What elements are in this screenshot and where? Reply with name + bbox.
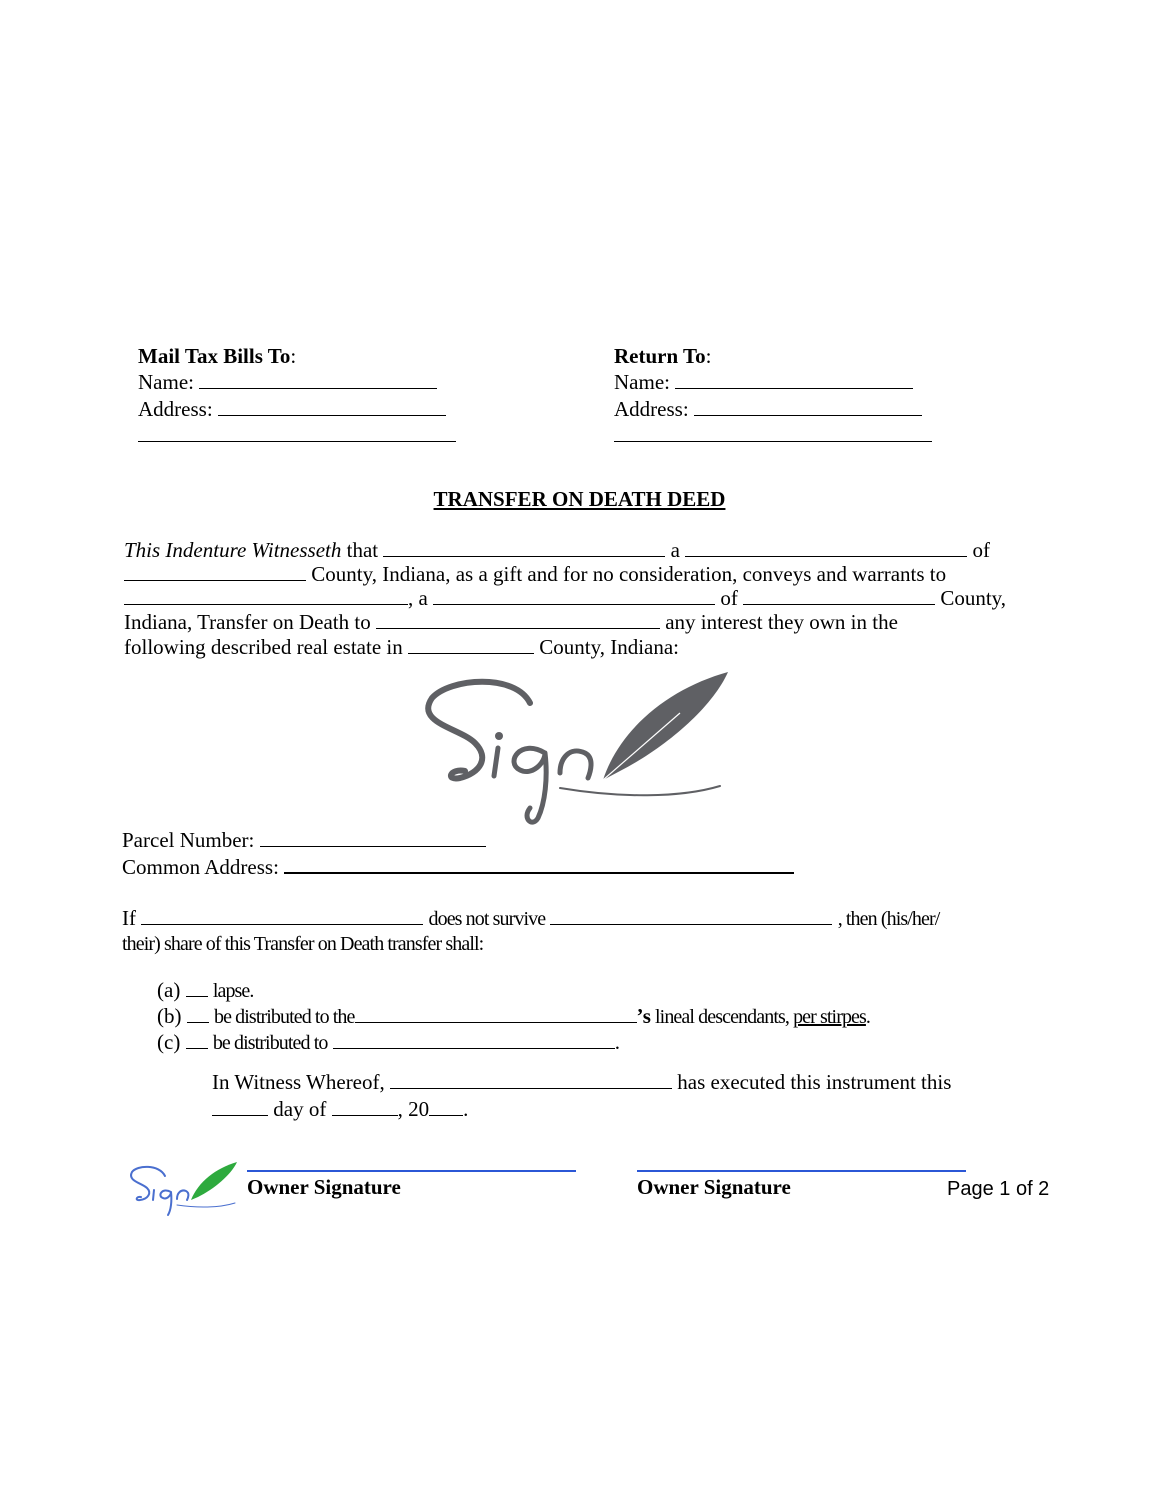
return-to-name-row [614, 370, 913, 394]
option-b-name-field[interactable] [355, 1004, 637, 1023]
survive-does-not: does not survive [428, 908, 546, 930]
survive-line-2: their) share of this Transfer on Death transfer shall: [122, 933, 484, 955]
witness-owner-field[interactable] [390, 1070, 672, 1089]
mail-tax-address-field-2[interactable] [138, 423, 456, 442]
mail-tax-address-field[interactable] [218, 397, 446, 416]
option-c [157, 1030, 620, 1055]
witness-year: , 20 [397, 1097, 430, 1121]
para-real-estate: following described real estate in [124, 635, 403, 659]
mail-tax-name-label: Name: [138, 370, 194, 394]
mail-tax-address-label: Address: [138, 397, 213, 421]
option-b-descendants: lineal descendants, [650, 1006, 794, 1028]
option-c-text: be distributed to [212, 1032, 328, 1054]
option-c-label: (c) [157, 1030, 181, 1054]
para-line-5 [124, 635, 679, 659]
para-interest: any interest they own in the [665, 610, 898, 634]
beneficiary-field[interactable] [376, 610, 660, 629]
option-b-apostrophe: ’s [636, 1004, 651, 1028]
para-county-indiana: County, Indiana: [539, 635, 680, 659]
owner-signature-line-2[interactable] [637, 1170, 966, 1172]
grantor-status-field[interactable] [685, 538, 967, 557]
sign-logo [420, 668, 740, 833]
parcel-row [122, 828, 486, 852]
witness-line-1 [212, 1070, 951, 1094]
option-b [157, 1004, 870, 1029]
witness-line-2 [212, 1097, 468, 1121]
survive-then: , then (his/her/ [837, 908, 940, 930]
parcel-number-field[interactable] [260, 828, 486, 847]
footer-sign-logo [127, 1160, 242, 1222]
common-address-label: Common Address: [122, 855, 279, 879]
grantee-status-field[interactable] [433, 586, 715, 605]
mail-tax-name-row [138, 370, 437, 394]
grantor-county-field[interactable] [124, 562, 306, 581]
return-to-heading: Return To [614, 344, 706, 368]
return-to-address-row2 [614, 423, 932, 447]
survive-if: If [122, 906, 136, 930]
footer-feather-icon [191, 1162, 237, 1200]
option-c-check[interactable] [186, 1030, 208, 1049]
para-line-3 [124, 586, 1006, 610]
logo-text: Sign [420, 668, 422, 669]
survive-line-1 [122, 906, 939, 931]
grantee-name-field[interactable] [124, 586, 408, 605]
return-to-address-row [614, 397, 922, 421]
return-to-colon: : [705, 344, 712, 368]
day-field[interactable] [212, 1097, 268, 1116]
property-county-field[interactable] [408, 635, 534, 654]
para-a-2: , a [408, 586, 428, 610]
option-b-text: be distributed to the [214, 1006, 355, 1028]
return-to-address-field-2[interactable] [614, 423, 932, 442]
mail-tax-heading: Mail Tax Bills To [138, 344, 291, 368]
mail-tax-block [138, 344, 296, 368]
para-conveys: County, Indiana, as a gift and for no consideration, conveys and warrants to [311, 562, 947, 586]
return-to-address-label: Address: [614, 397, 689, 421]
mail-tax-colon: : [290, 344, 297, 368]
para-tod-to: Indiana, Transfer on Death to [124, 610, 371, 634]
para-line-2 [124, 562, 946, 586]
option-b-label: (b) [157, 1004, 182, 1028]
option-b-check[interactable] [187, 1004, 209, 1023]
witness-period: . [463, 1097, 469, 1121]
witness-day-of: day of [273, 1097, 327, 1121]
option-b-period: . [865, 1006, 871, 1028]
para-that: that [341, 538, 379, 562]
month-field[interactable] [332, 1097, 398, 1116]
return-to-name-label: Name: [614, 370, 670, 394]
option-a [157, 978, 254, 1003]
parcel-label: Parcel Number: [122, 828, 255, 852]
owner-signature-label-1: Owner Signature [247, 1175, 401, 1199]
grantor-name-field[interactable] [383, 538, 665, 557]
grantee-county-field[interactable] [743, 586, 935, 605]
para-county: County, [940, 586, 1007, 610]
option-c-name-field[interactable] [333, 1030, 615, 1049]
option-a-text: lapse. [212, 980, 254, 1002]
survive-owner-field[interactable] [550, 906, 832, 925]
logo-dot [495, 732, 503, 740]
option-a-check[interactable] [186, 978, 208, 997]
mail-tax-address-row [138, 397, 446, 421]
option-b-per-stirpes: per stirpes [793, 1006, 866, 1028]
para-of-2: of [720, 586, 738, 610]
para-of: of [972, 538, 990, 562]
return-to-address-field[interactable] [694, 397, 922, 416]
document-title: TRANSFER ON DEATH DEED [433, 487, 726, 511]
witness-end: has executed this instrument this [677, 1070, 952, 1094]
common-address-row [122, 854, 794, 879]
return-to-name-field[interactable] [675, 370, 913, 389]
mail-tax-address-row2 [138, 423, 456, 447]
return-to-block [614, 344, 711, 368]
survive-beneficiary-field[interactable] [141, 906, 423, 925]
page-number: Page 1 of 2 [947, 1178, 1050, 1200]
common-address-field[interactable] [284, 854, 794, 874]
indenture-italic: This Indenture Witnesseth [124, 538, 342, 562]
owner-signature-line-1[interactable] [247, 1170, 576, 1172]
option-a-label: (a) [157, 978, 181, 1002]
witness-start: In Witness Whereof, [212, 1070, 385, 1094]
para-line-4 [124, 610, 898, 634]
option-c-period: . [614, 1030, 620, 1054]
owner-signature-label-2: Owner Signature [637, 1175, 791, 1199]
para-line-1 [124, 538, 990, 562]
year-field[interactable] [429, 1097, 463, 1116]
mail-tax-name-field[interactable] [199, 370, 437, 389]
para-a: a [670, 538, 680, 562]
